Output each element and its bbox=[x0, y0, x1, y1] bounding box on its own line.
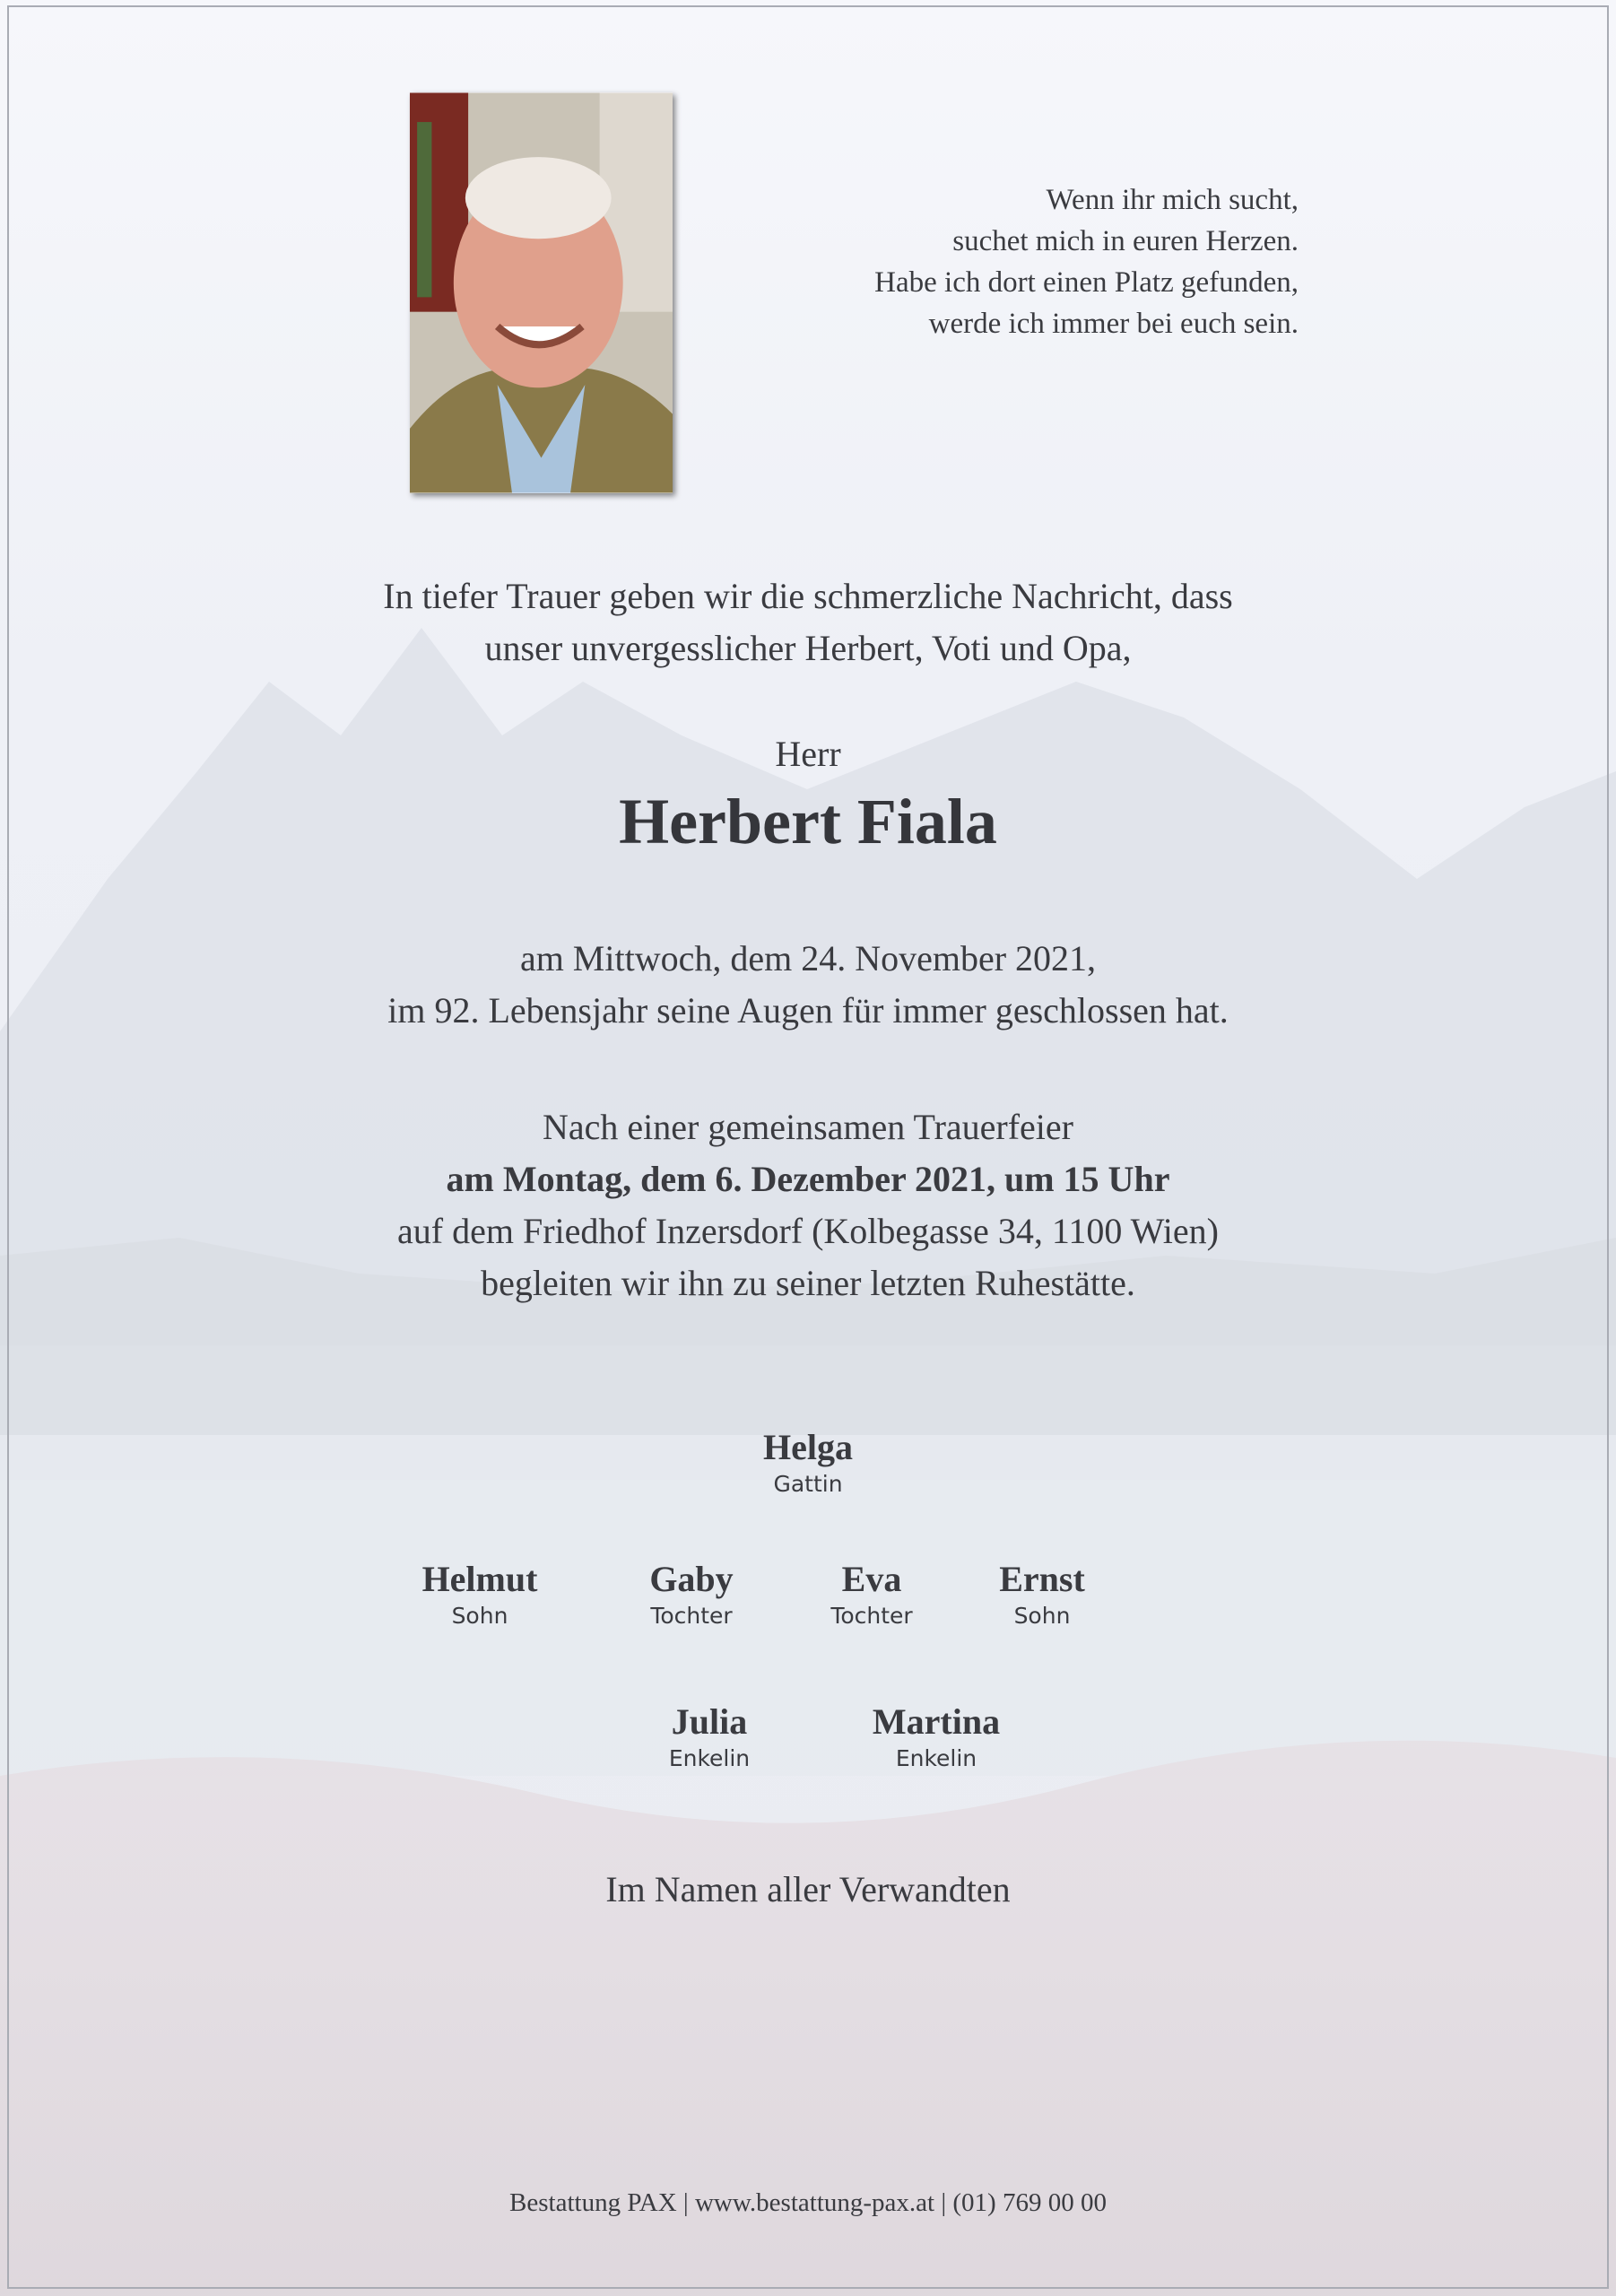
mourner-name: Gaby bbox=[649, 1559, 734, 1599]
poem-line: Wenn ihr mich sucht, bbox=[1046, 184, 1299, 216]
death-line: im 92. Lebensjahr seine Augen für immer geschlossen hat. bbox=[387, 990, 1229, 1031]
death-line: am Mittwoch, dem 24. November 2021, bbox=[519, 938, 1097, 978]
mourner-relation: Enkelin bbox=[895, 1745, 977, 1771]
poem-line: werde ich immer bei euch sein. bbox=[928, 308, 1299, 340]
closing-text: Im Namen aller Verwandten bbox=[605, 1869, 1011, 1909]
ceremony-text bbox=[0, 1101, 1616, 1309]
intro-text bbox=[0, 570, 1616, 674]
death-text bbox=[0, 933, 1616, 1037]
deceased-name: Herbert Fiala bbox=[619, 786, 997, 857]
salutation: Herr bbox=[775, 734, 841, 774]
mourner-name: Julia bbox=[671, 1701, 748, 1742]
poem-line: Habe ich dort einen Platz gefunden, bbox=[874, 266, 1299, 299]
mourner-relation: Sohn bbox=[1013, 1603, 1071, 1629]
mourner-name: Martina bbox=[872, 1701, 1001, 1742]
mourner bbox=[908, 1558, 1177, 1631]
ceremony-line: begleiten wir ihn zu seiner letzten Ruhestätte. bbox=[481, 1263, 1135, 1303]
mourner bbox=[802, 1700, 1071, 1774]
poem bbox=[874, 179, 1299, 344]
mourner-name: Eva bbox=[841, 1559, 902, 1599]
mourner bbox=[673, 1426, 943, 1500]
mourner-name: Helga bbox=[763, 1427, 853, 1467]
ceremony-date: am Montag, dem 6. Dezember 2021, um 15 Uhr bbox=[446, 1159, 1170, 1199]
footer-funeral-home: Bestattung PAX | www.bestattung-pax.at | (01) 769 00 00 bbox=[509, 2188, 1107, 2217]
mourner-relation: Gattin bbox=[773, 1471, 843, 1497]
mourner-name: Helmut bbox=[421, 1559, 538, 1599]
mourner-name: Ernst bbox=[999, 1559, 1085, 1599]
mourner-relation: Enkelin bbox=[668, 1745, 751, 1771]
mourner-relation: Sohn bbox=[451, 1603, 508, 1629]
intro-line: unser unvergesslicher Herbert, Voti und Opa, bbox=[484, 628, 1132, 668]
mourner-relation: Tochter bbox=[650, 1603, 733, 1629]
intro-line: In tiefer Trauer geben wir die schmerzliche Nachricht, dass bbox=[383, 576, 1233, 616]
portrait-photo bbox=[410, 92, 673, 493]
poem-line: suchet mich in euren Herzen. bbox=[952, 225, 1299, 257]
ceremony-line: Nach einer gemeinsamen Trauerfeier bbox=[543, 1107, 1073, 1147]
ceremony-location: auf dem Friedhof Inzersdorf (Kolbegasse 34, 1100 Wien) bbox=[397, 1211, 1219, 1251]
mourner-relation: Tochter bbox=[830, 1603, 913, 1629]
